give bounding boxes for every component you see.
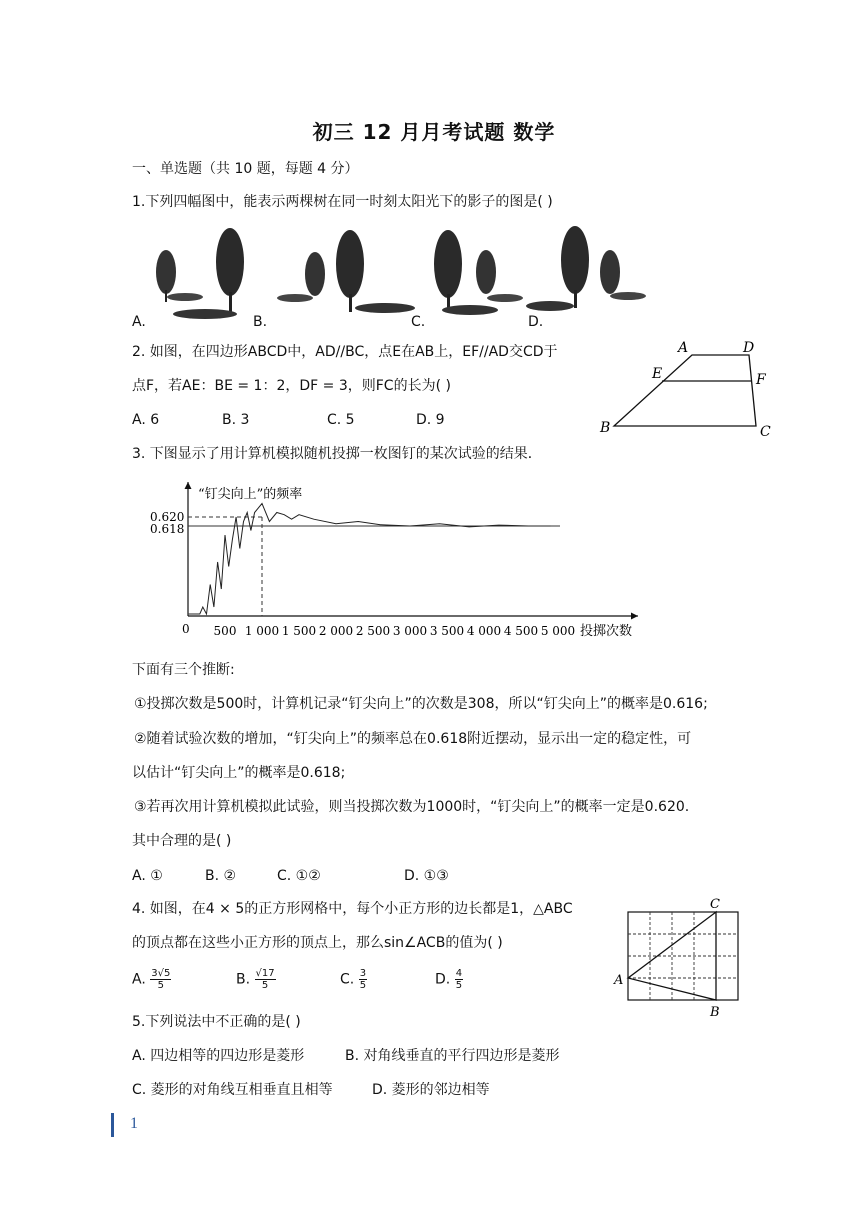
x-tick-label: 3 000: [392, 624, 428, 638]
tree-figure-a: [156, 228, 244, 319]
chart-title: “钉尖向上”的频率: [198, 487, 303, 502]
label-a: A: [614, 973, 624, 988]
x-tick-label: 500: [213, 624, 237, 638]
q3-item3: ③若再次用计算机模拟此试验，则当投掷次数为1000时，“钉尖向上”的概率一定是0.620.: [134, 799, 690, 815]
y-tick-0620: 0.620: [150, 510, 185, 524]
q3-item2-line1: ②随着试验次数的增加，“钉尖向上”的频率总在0.618附近摆动，显示出一定的稳定性，可: [134, 731, 692, 747]
q2-trapezoid-figure: [592, 336, 792, 446]
page-number-bar: [111, 1113, 114, 1137]
x-tick-label: 2 000: [318, 624, 354, 638]
page-title: 初三 12 月月考试题 数学: [312, 120, 556, 144]
q2-line2: 点F，若AE：BE = 1：2，DF = 3，则FC的长为( ): [132, 378, 451, 394]
q3-option-b: B. ②: [205, 868, 237, 884]
q3-option-d: D. ①③: [404, 868, 449, 884]
x-tick-label: 4 500: [503, 624, 539, 638]
q5-stem: 5.下列说法中不正确的是( ): [132, 1014, 301, 1030]
q4-option-b: B. $\frac{√17}{5}$: [236, 968, 275, 991]
q1-option-b: B.: [253, 314, 268, 330]
x-origin-label: 0: [182, 622, 190, 636]
tree-figure-b: [277, 230, 415, 313]
label-b: B: [600, 420, 611, 436]
q2-option-c: C. 5: [327, 412, 355, 428]
label-d: D: [743, 340, 755, 356]
x-tick-label: 2 500: [355, 624, 391, 638]
q2-line1: 2. 如图，在四边形ABCD中，AD//BC，点E在AB上，EF//AD交CD于: [132, 344, 558, 360]
q1-tree-figures: [150, 222, 660, 322]
q3-stem: 3. 下图显示了用计算机模拟随机投掷一枚图钉的某次试验的结果．: [132, 446, 542, 462]
x-tick-label: 5 000: [540, 624, 576, 638]
q5-option-b: B. 对角线垂直的平行四边形是菱形: [345, 1048, 560, 1064]
x-tick-labels: [214, 624, 576, 638]
q1-stem: 1.下列四幅图中，能表示两棵树在同一时刻太阳光下的影子的图是( ): [132, 194, 553, 210]
tree-figure-d: [526, 226, 646, 311]
q3-ask: 其中合理的是( ): [132, 833, 232, 849]
label-c: C: [710, 897, 720, 912]
x-tick-label: 4 000: [466, 624, 502, 638]
x-axis-label: 投掷次数: [580, 624, 633, 639]
q5-option-d: D. 菱形的邻边相等: [372, 1082, 490, 1098]
q2-option-d: D. 9: [416, 412, 445, 428]
q3-option-a: A. ①: [132, 868, 163, 884]
label-c: C: [760, 424, 771, 440]
label-b: B: [710, 1005, 720, 1020]
q3-item2-line2: 以估计“钉尖向上”的概率是0.618;: [132, 765, 346, 781]
q4-line1: 4. 如图，在4 × 5的正方形网格中，每个小正方形的边长都是1，△ABC: [132, 901, 573, 917]
q5-option-c: C. 菱形的对角线互相垂直且相等: [132, 1082, 333, 1098]
y-tick-0618: 0.618: [150, 522, 185, 536]
q5-option-a: A. 四边相等的四边形是菱形: [132, 1048, 305, 1064]
q2-option-a: A. 6: [132, 412, 160, 428]
q4-option-d: D. $\frac{4}{5}$: [435, 968, 463, 991]
x-tick-label: 1 500: [281, 624, 317, 638]
section-heading: 一、单选题（共 10 题，每题 4 分）: [132, 161, 359, 177]
q3-item1: ①投掷次数是500时，计算机记录“钉尖向上”的次数是308，所以“钉尖向上”的概率是0.616;: [134, 696, 708, 712]
x-tick-label: 3 500: [429, 624, 465, 638]
q4-line2: 的顶点都在这些小正方形的顶点上，那么sin∠ACB的值为( ): [132, 935, 503, 951]
label-a: A: [678, 340, 689, 356]
q4-option-c: C. $\frac{3}{5}$: [340, 968, 367, 991]
q3-option-c: C. ①②: [277, 868, 321, 884]
label-f: F: [756, 372, 766, 388]
q3-frequency-chart: [140, 476, 650, 646]
q3-intro: 下面有三个推断:: [132, 662, 235, 678]
tree-figure-c: [434, 230, 523, 315]
q1-option-a: A.: [132, 314, 146, 330]
frequency-series: [189, 504, 551, 615]
q4-option-a: A. $\frac{3√5}{5}$: [132, 968, 171, 991]
x-tick-label: 1 000: [244, 624, 280, 638]
label-e: E: [652, 366, 663, 382]
q1-option-d: D.: [528, 314, 544, 330]
q2-option-b: B. 3: [222, 412, 250, 428]
page-number: 1: [130, 1115, 138, 1132]
q4-grid-figure: [610, 892, 750, 1020]
q1-option-c: C.: [411, 314, 426, 330]
